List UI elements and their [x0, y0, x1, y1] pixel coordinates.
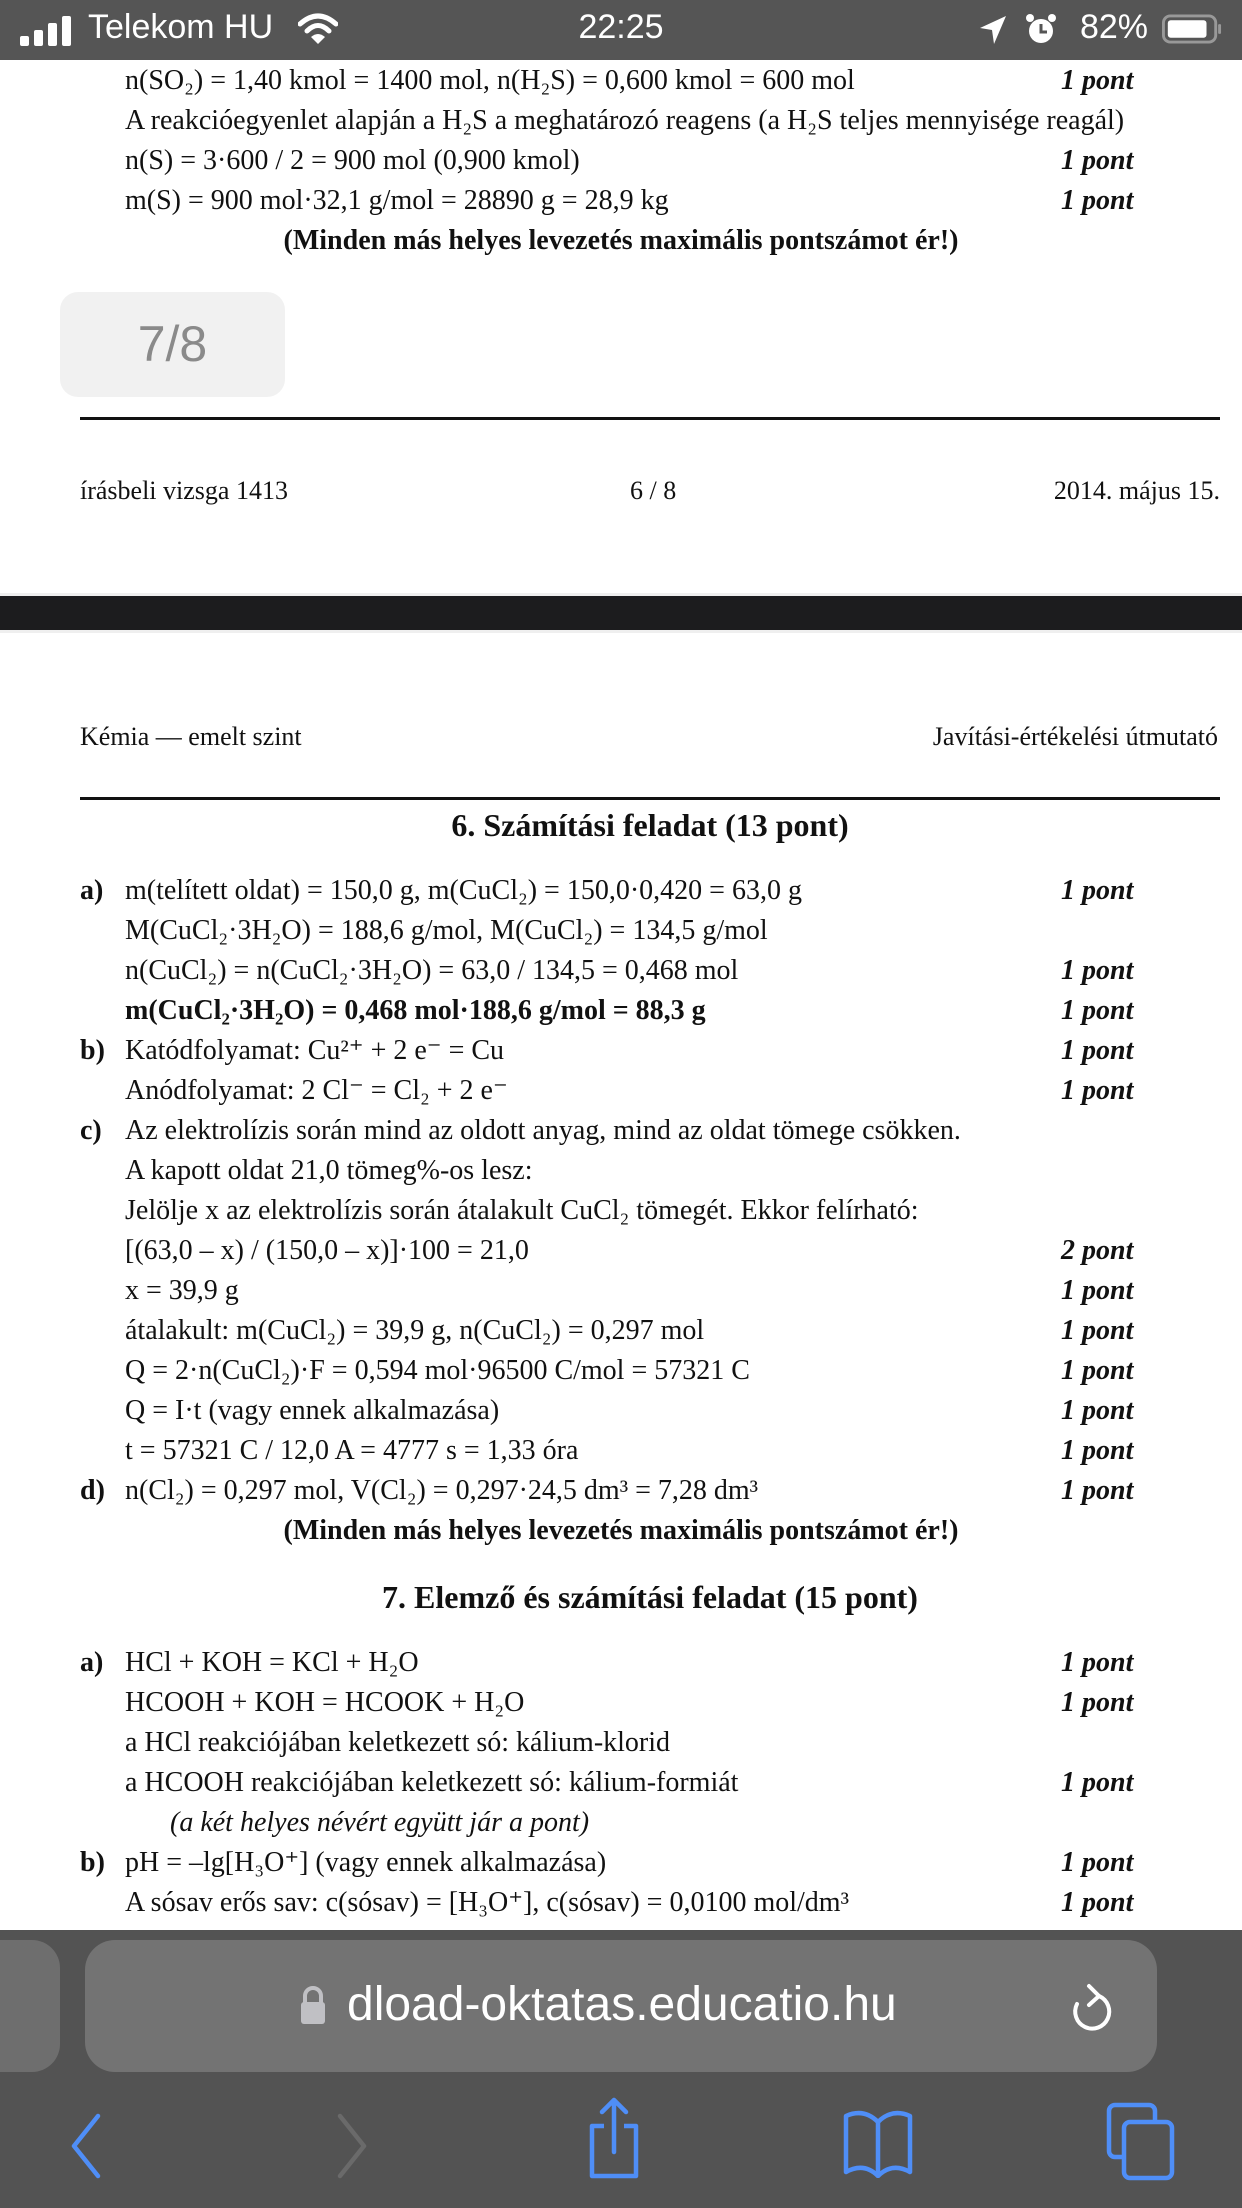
points-label: 1 pont [1061, 995, 1134, 1026]
doc-line: n(SO₂) = 1,40 kmol = 1400 mol, n(H₂S) = 0,600 kmol = 600 mol [125, 65, 855, 96]
footer-rule [80, 417, 1220, 420]
points-label: 1 pont [1061, 1035, 1134, 1066]
doc-line: a HCl reakciójában keletkezett só: kálium-klorid [125, 1727, 671, 1758]
points-label: 1 pont [1061, 185, 1134, 216]
points-label: 1 pont [1061, 145, 1134, 176]
points-label: 1 pont [1061, 1767, 1134, 1798]
points-label: 1 pont [1061, 1395, 1134, 1426]
points-label: 1 pont [1061, 1315, 1134, 1346]
doc-line: n(S) = 3·600 / 2 = 900 mol (0,900 kmol) [125, 145, 580, 176]
points-label: 1 pont [1061, 875, 1134, 906]
bookmarks-icon[interactable] [840, 2106, 916, 2178]
doc-line: m(telített oldat) = 150,0 g, m(CuCl₂) = 150,0·0,420 = 63,0 g [125, 875, 802, 906]
doc-line: A reakcióegyenlet alapján a H₂S a meghatározó reagens (a H₂S teljes mennyisége reagál) [125, 105, 1125, 136]
item-label-a: a) [80, 875, 104, 906]
points-label: 1 pont [1061, 1687, 1134, 1718]
page-indicator [60, 292, 285, 397]
footer-page-number: 6 / 8 [630, 476, 677, 505]
points-label: 1 pont [1061, 1355, 1134, 1386]
item-label-d: d) [80, 1475, 105, 1506]
doc-line: A sósav erős sav: c(sósav) = [H₃O⁺], c(sósav) = 0,0100 mol/dm³ [125, 1887, 849, 1918]
doc-line: (a két helyes névért együtt jár a pont) [170, 1807, 590, 1838]
doc-line: m(CuCl₂·3H₂O) = 0,468 mol·188,6 g/mol = 88,3 g [125, 995, 706, 1026]
item-label-c: c) [80, 1115, 102, 1146]
doc-line: n(CuCl₂) = n(CuCl₂·3H₂O) = 63,0 / 134,5 = 0,468 mol [125, 955, 739, 986]
doc-line: M(CuCl₂·3H₂O) = 188,6 g/mol, M(CuCl₂) = 134,5 g/mol [125, 915, 768, 946]
section-title: 7. Elemző és számítási feladat (15 pont) [382, 1579, 918, 1615]
points-label: 1 pont [1061, 1847, 1134, 1878]
points-label: 1 pont [1061, 1275, 1134, 1306]
item-label-b: b) [80, 1035, 105, 1066]
doc-line: Q = I·t (vagy ennek alkalmazása) [125, 1395, 500, 1426]
points-label: 2 pont [1061, 1235, 1134, 1266]
doc-line: Az elektrolízis során mind az oldott anyag, mind az oldat tömege csökken. [125, 1115, 961, 1146]
lock-icon [300, 1985, 326, 2025]
doc-line: HCOOH + KOH = HCOOK + H₂O [125, 1687, 525, 1718]
battery-percent: 82% [1079, 8, 1148, 46]
footer-left: írásbeli vizsga 1413 [80, 476, 288, 505]
header-right: Javítási-értékelési útmutató [932, 722, 1218, 751]
header-rule [80, 797, 1220, 800]
carrier-name: Telekom HU [88, 8, 274, 46]
footer-date: 2014. május 15. [1053, 476, 1220, 505]
location-icon [978, 14, 1008, 46]
doc-line: t = 57321 C / 12,0 A = 4777 s = 1,33 óra [125, 1435, 579, 1466]
note-text: (Minden más helyes levezetés maximális pontszámot ér!) [283, 1515, 959, 1546]
previous-tab-pill[interactable] [0, 1940, 60, 2072]
doc-line: pH = –lg[H₃O⁺] (vagy ennek alkalmazása) [125, 1847, 607, 1878]
note-text: (Minden más helyes levezetés maximális pontszámot ér!) [283, 225, 959, 256]
share-icon[interactable] [586, 2096, 642, 2180]
doc-line: átalakult: m(CuCl₂) = 39,9 g, n(CuCl₂) = 0,297 mol [125, 1315, 705, 1346]
back-icon[interactable] [68, 2110, 108, 2182]
item-label-a: a) [80, 1647, 104, 1678]
doc-line: x = 39,9 g [125, 1275, 239, 1306]
doc-line: m(S) = 900 mol·32,1 g/mol = 28890 g = 28,9 kg [125, 185, 669, 216]
doc-line: n(Cl₂) = 0,297 mol, V(Cl₂) = 0,297·24,5 dm³ = 7,28 dm³ [125, 1475, 759, 1506]
doc-line: Katódfolyamat: Cu²⁺ + 2 e⁻ = Cu [125, 1035, 505, 1066]
reload-icon[interactable] [1065, 1978, 1115, 2040]
doc-line: A kapott oldat 21,0 tömeg%-os lesz: [125, 1155, 533, 1186]
points-label: 1 pont [1061, 65, 1134, 96]
doc-line: HCl + KOH = KCl + H₂O [125, 1647, 419, 1678]
clock: 22:25 [578, 8, 664, 46]
browser-toolbar [0, 1930, 1242, 2208]
points-label: 1 pont [1061, 955, 1134, 986]
header-left: Kémia — emelt szint [80, 722, 302, 751]
page-separator [0, 593, 1242, 633]
forward-icon[interactable] [332, 2110, 372, 2182]
doc-line: Jelölje x az elektrolízis során átalakult CuCl₂ tömegét. Ekkor felírható: [125, 1195, 919, 1226]
url-text[interactable]: dload-oktatas.educatio.hu [347, 1978, 897, 2031]
points-label: 1 pont [1061, 1475, 1134, 1506]
doc-line: Anódfolyamat: 2 Cl⁻ = Cl₂ + 2 e⁻ [125, 1075, 508, 1106]
doc-line: a HCOOH reakciójában keletkezett só: kálium-formiát [125, 1767, 739, 1798]
address-bar[interactable] [85, 1940, 1157, 2072]
tabs-icon[interactable] [1106, 2102, 1176, 2182]
status-bar [0, 0, 1242, 60]
doc-line: Q = 2·n(CuCl₂)·F = 0,594 mol·96500 C/mol = 57321 C [125, 1355, 750, 1386]
doc-line: [(63,0 – x) / (150,0 – x)]·100 = 21,0 [125, 1235, 529, 1266]
alarm-icon [1024, 12, 1058, 48]
points-label: 1 pont [1061, 1435, 1134, 1466]
points-label: 1 pont [1061, 1075, 1134, 1106]
points-label: 1 pont [1061, 1887, 1134, 1918]
battery-icon [1162, 14, 1222, 44]
item-label-b: b) [80, 1847, 105, 1878]
points-label: 1 pont [1061, 1647, 1134, 1678]
section-title: 6. Számítási feladat (13 pont) [451, 807, 849, 843]
page-indicator-label: 7/8 [137, 316, 208, 372]
